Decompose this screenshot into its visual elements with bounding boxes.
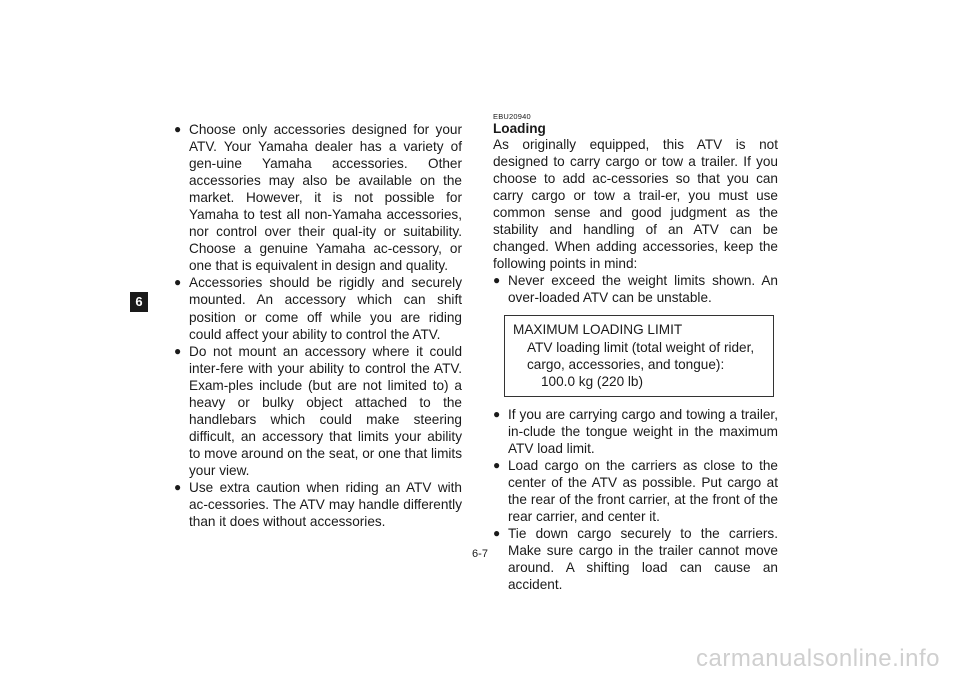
bullet-item [174, 121, 462, 274]
bullet-icon: ● [493, 457, 501, 472]
bullet-text: Accessories should be rigidly and securely mounted. An accessory which can shift position or come off while you are riding could affect your ability to control the ATV. [189, 275, 462, 342]
chapter-tab: 6 [130, 292, 148, 312]
bullet-item [174, 343, 462, 479]
bullet-item [174, 479, 462, 530]
bullet-text: Choose only accessories designed for your ATV. Your Yamaha dealer has a variety of gen-uine Yamaha accessories. Other accessories may also be available on the market. However, it is not possible for Yamaha to test all non-Yamaha accessories, nor control over their qual-ity or suitability. Choose a genuine Yamaha ac-cessory, or one that is equivalent in design and quality. [189, 122, 462, 274]
page-number: 6-7 [472, 548, 488, 560]
bullet-icon: ● [174, 275, 182, 290]
bullet-text: Load cargo on the carriers as close to the center of the ATV as possible. Put cargo at the rear of the front carrier, at the front of the rear carrier, and center it. [508, 457, 778, 524]
bullet-icon: ● [493, 525, 501, 540]
bullet-icon: ● [493, 273, 501, 288]
bullet-text: Never exceed the weight limits shown. An over-loaded ATV can be unstable. [508, 273, 778, 306]
loading-limit-description: ATV loading limit (total weight of rider, cargo, accessories, and tongue): [527, 339, 755, 372]
bullet-text: Tie down cargo securely to the carriers. Make sure cargo in the trailer cannot move around. A shifting load can cause an accident. [508, 525, 778, 593]
bullet-item [174, 274, 462, 342]
bullet-text: Do not mount an accessory where it could inter-fere with your ability to control the ATV. Exam-ples include (but are not limited to) a heavy or bulky object attached to the handlebars which could make steering difficult, an accessory that limits your ability to move around on the seat, or one that limits your view. [189, 343, 462, 478]
intro-paragraph: As originally equipped, this ATV is not designed to carry cargo or tow a trailer. If you choose to add ac-cessories so that you can carry cargo or tow a trail-er, you must use common sense and good judgment as the stability and handling of an ATV can be changed. When adding accessories, keep the following points in mind: [493, 137, 778, 272]
bullet-icon: ● [174, 343, 182, 358]
left-column [174, 121, 462, 530]
right-column [493, 112, 778, 593]
watermark: carmanualsonline.info [696, 645, 940, 672]
loading-limit-box [504, 315, 774, 396]
bullet-icon: ● [493, 406, 501, 421]
bullet-icon: ● [174, 122, 182, 136]
bullet-item [493, 406, 778, 457]
bullet-item [493, 272, 778, 306]
bullet-text: Use extra caution when riding an ATV with ac-cessories. The ATV may handle differently than it does without accessories. [189, 479, 462, 530]
bullet-item [493, 457, 778, 525]
loading-limit-title: MAXIMUM LOADING LIMIT [513, 322, 683, 338]
loading-limit-value: 100.0 kg (220 lb) [541, 373, 644, 389]
bullet-icon: ● [174, 479, 182, 494]
bullet-text: If you are carrying cargo and towing a trailer, in-clude the tongue weight in the maximum ATV load limit. [508, 406, 778, 456]
section-heading: Loading [493, 121, 546, 136]
section-code: EBU20940 [493, 112, 531, 121]
